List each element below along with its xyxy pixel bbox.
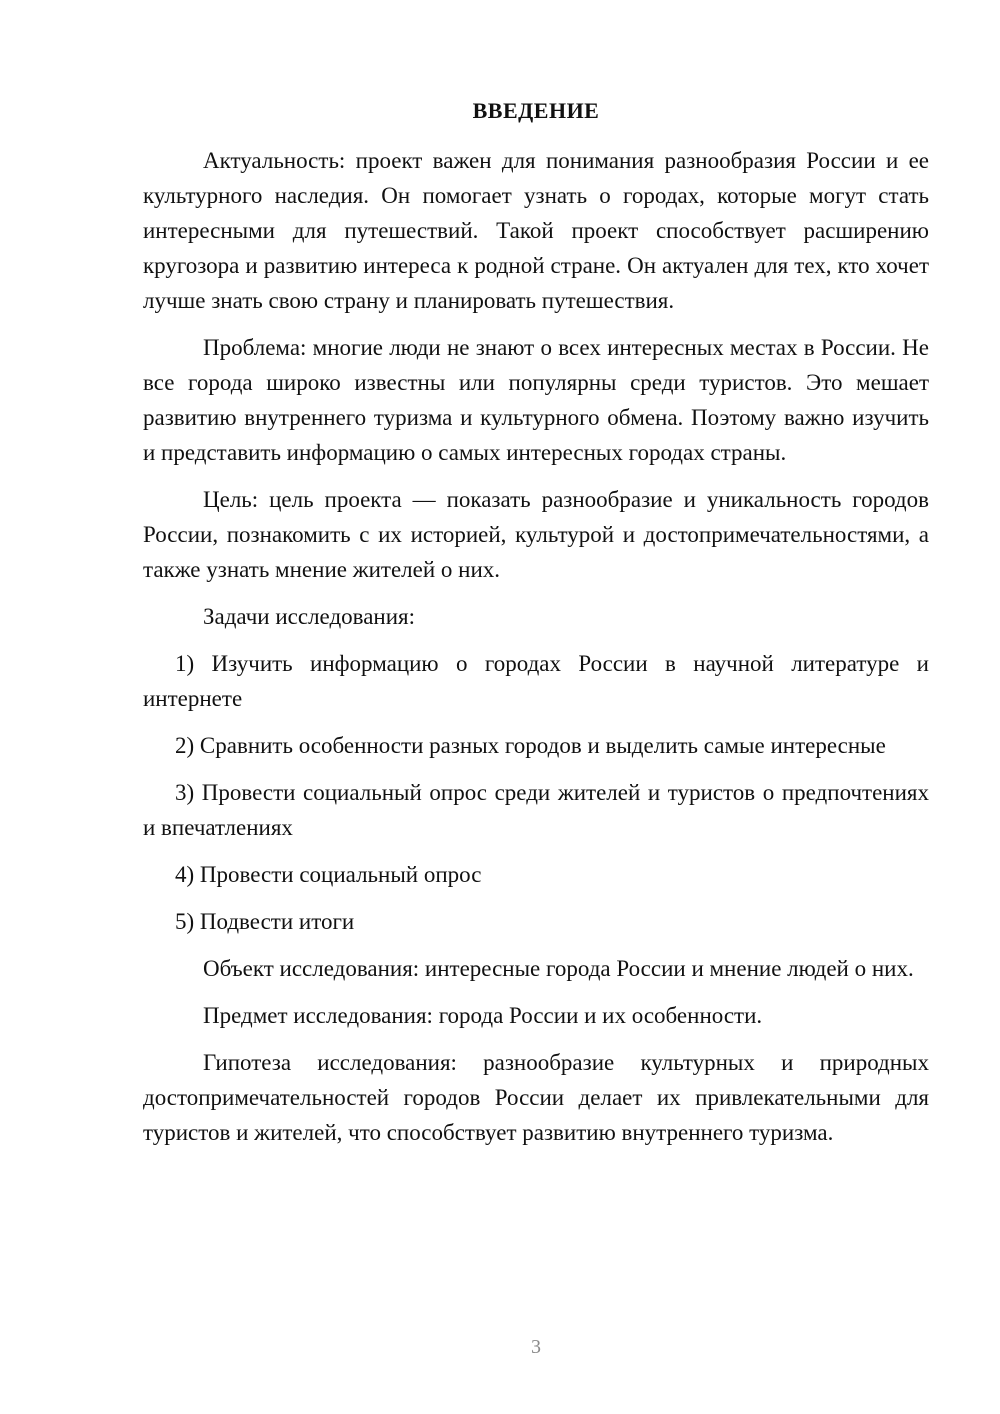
object-paragraph: Объект исследования: интересные города России и мнение людей о них. — [203, 956, 914, 981]
task-item: 1) Изучить информацию о городах России в научной литературе и интернете — [143, 651, 929, 711]
task-item: 2) Сравнить особенности разных городов и выделить самые интересные — [175, 733, 886, 758]
goal-paragraph: Цель: цель проекта — показать разнообразие и уникальность городов России, познакомить с их историей, культурой и достопримечательностями, а также узнать мнение жителей о них. — [143, 487, 929, 582]
task-item: 4) Провести социальный опрос — [175, 862, 482, 887]
subject-paragraph: Предмет исследования: города России и их особенности. — [203, 1003, 763, 1028]
task-item: 5) Подвести итоги — [175, 909, 355, 934]
task-item: 3) Провести социальный опрос среди жителей и туристов о предпочтениях и впечатлениях — [143, 780, 929, 840]
page-number: 3 — [531, 1336, 541, 1358]
relevance-paragraph: Актуальность: проект важен для понимания разнообразия России и ее культурного наследия. Он помогает узнать о городах, которые могут стать интересными для путешествий. Такой проект способствует расширению кругозора и развитию интереса к родной стране. Он актуален для тех, кто хочет лучше знать свою страну и планировать путешествия. — [143, 148, 929, 313]
problem-paragraph: Проблема: многие люди не знают о всех интересных местах в России. Не все города широко известны или популярны среди туристов. Это мешает развитию внутреннего туризма и культурного обмена. Поэтому важно изучить и представить информацию о самых интересных городах страны. — [143, 335, 929, 465]
hypothesis-paragraph: Гипотеза исследования: разнообразие культурных и природных достопримечательностей городов России делает их привлекательными для туристов и жителей, что способствует развитию внутреннего туризма. — [143, 1050, 929, 1145]
tasks-heading: Задачи исследования: — [203, 604, 416, 629]
document-body — [143, 143, 929, 1162]
page-title: ВВЕДЕНИЕ — [472, 98, 600, 123]
